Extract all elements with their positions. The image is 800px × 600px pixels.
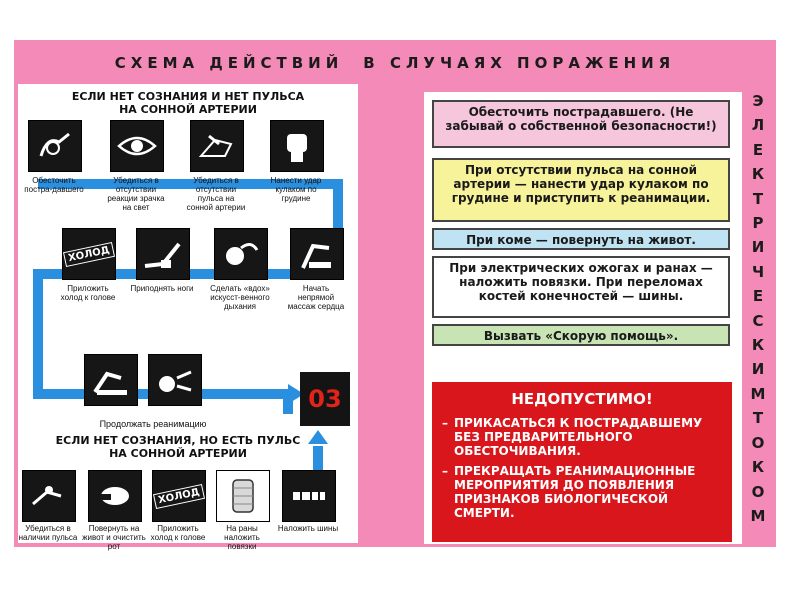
vertical-title-letter: Т [752, 409, 764, 428]
step-no-pulse-strike: При отсутствии пульса на сонной артерии — нанести удар кулаком по грудине и приступить к реанимации. [432, 158, 730, 222]
warning-box [432, 382, 732, 542]
step-coma: При коме — повернуть на живот. [432, 228, 730, 250]
vertical-title-letter: О [751, 433, 765, 452]
vertical-title-letter: Ч [751, 262, 765, 281]
vertical-title-letter: К [751, 336, 765, 355]
banner-title-right: В СЛУЧАЯХ ПОРАЖЕНИЯ [363, 54, 676, 72]
cold-pack-label: ХОЛОД [63, 241, 115, 266]
turn-over-icon [88, 470, 142, 522]
poster-banner [14, 40, 776, 86]
caption-continue-resuscitation: Продолжать реанимацию [99, 419, 207, 429]
caption-cold-pack: Приложить холод к голове [60, 284, 116, 302]
caption-turn-over: Повернуть на живот и очистить рот [82, 524, 146, 551]
cold-pack-icon-2 [152, 470, 206, 522]
caption-rescue-breath: Сделать «вдох» искусст-венного дыхания [210, 284, 270, 311]
step-burns-fractures: При электрических ожогах и ранах — наложить повязки. При переломах костей конечностей — шины. [432, 256, 730, 318]
caption-cold-pack-2: Приложить холод к голове [150, 524, 206, 542]
caption-fist: Нанести удар кулаком по грудине [270, 176, 322, 203]
vertical-title-letter: М [750, 384, 766, 403]
vertical-title-letter: М [750, 506, 766, 525]
banner-title-left: СХЕМА ДЕЙСТВИЙ [114, 54, 344, 72]
warning-title: НЕДОПУСТИМО! [511, 390, 653, 408]
cpr-continue-icon [84, 354, 138, 406]
cold-pack-label-2: ХОЛОД [153, 483, 205, 508]
caption-pulse-check: Убедиться в отсутствии пульса на сонной артерии [186, 176, 246, 212]
vertical-title [746, 94, 770, 524]
caption-raise-legs: Приподнять ноги [130, 284, 194, 293]
vertical-title-letter: С [752, 311, 764, 330]
vertical-title-letter: К [751, 458, 765, 477]
cold-pack-icon [62, 228, 116, 280]
heading-pulse-present-line1: ЕСЛИ НЕТ СОЗНАНИЯ, НО ЕСТЬ ПУЛЬС [55, 434, 301, 447]
rescue-breath-icon [214, 228, 268, 280]
heading-pulse-present-line2: НА СОННОЙ АРТЕРИИ [109, 447, 247, 460]
caption-bandage: На раны наложить повязки [224, 524, 260, 551]
chest-compression-icon [290, 228, 344, 280]
vertical-title-letter: О [751, 482, 765, 501]
bandage-icon [216, 470, 270, 522]
step-call-ambulance: Вызвать «Скорую помощь». [432, 324, 730, 346]
raise-legs-icon [136, 228, 190, 280]
vertical-title-letter: Р [752, 214, 764, 233]
eye-icon [110, 120, 164, 172]
ambulance-03-badge [300, 372, 350, 426]
warning-item-touch: – ПРИКАСАТЬСЯ К ПОСТРАДАВШЕМУ БЕЗ ПРЕДВАРИТЕЛЬНОГО ОБЕСТОЧИВАНИЯ. [442, 416, 722, 458]
caption-unplug: Обесточить постра-давшего [24, 176, 84, 194]
fist-icon [270, 120, 324, 172]
caption-pulse-present: Убедиться в наличии пульса [18, 524, 78, 542]
vertical-title-letter: Л [751, 116, 765, 135]
vertical-title-letter: Э [752, 92, 764, 110]
pulse-present-icon [22, 470, 76, 522]
right-steps-panel [424, 92, 742, 544]
poster [14, 40, 776, 551]
warning-item-stop-resuscitation: – ПРЕКРАЩАТЬ РЕАНИМАЦИОННЫЕ МЕРОПРИЯТИЯ ДО ПОЯВЛЕНИЯ ПРИЗНАКОВ БИОЛОГИЧЕСКОЙ СМЕРТИ. [442, 464, 722, 520]
splint-icon [282, 470, 336, 522]
vertical-title-letter: Т [752, 189, 764, 208]
cpr-breath-icon [148, 354, 202, 406]
unplug-icon [28, 120, 82, 172]
vertical-title-letter: Е [752, 140, 764, 159]
vertical-title-letter: И [751, 360, 765, 379]
vertical-title-letter: К [751, 165, 765, 184]
vertical-title-letter: И [751, 238, 765, 257]
caption-eye: Убедиться в отсутствии реакции зрачка на свет [107, 176, 165, 212]
heading-no-pulse [58, 90, 318, 116]
caption-chest-compression: Начать непрямой массаж сердца [287, 284, 345, 311]
heading-no-pulse-line2: НА СОННОЙ АРТЕРИИ [119, 103, 257, 116]
heading-pulse-present [48, 434, 308, 460]
step-de-energize: Обесточить пострадавшего. (Не забывай о собственной безопасности!) [432, 100, 730, 148]
ambulance-03-text: 03 [308, 385, 342, 413]
pulse-check-icon [190, 120, 244, 172]
vertical-title-letter: Е [752, 287, 764, 306]
heading-no-pulse-line1: ЕСЛИ НЕТ СОЗНАНИЯ И НЕТ ПУЛЬСА [71, 90, 305, 103]
caption-splint: Наложить шины [277, 524, 339, 533]
left-diagram-panel [18, 84, 358, 551]
